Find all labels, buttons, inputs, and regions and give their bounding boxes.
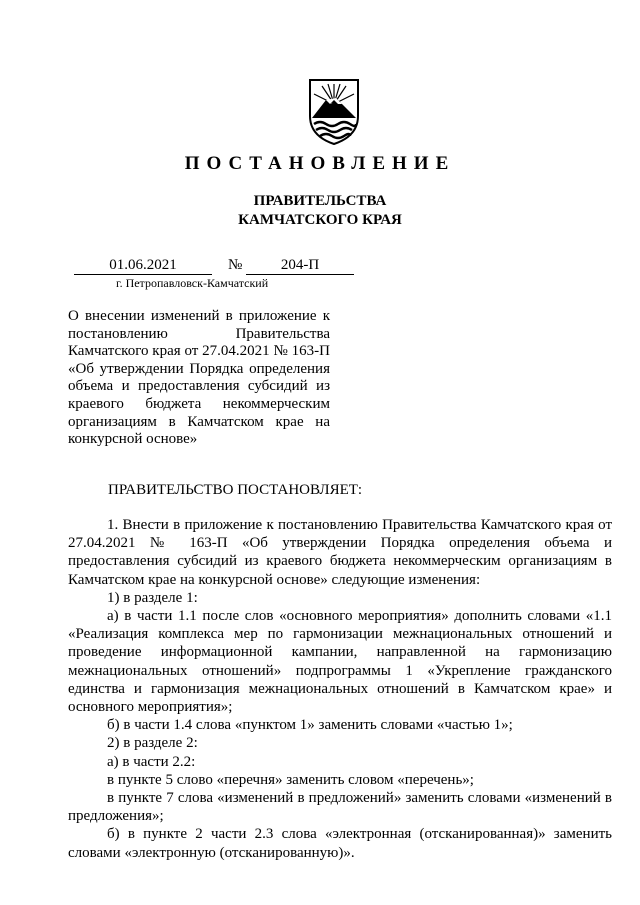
document-date: 01.06.2021 bbox=[74, 257, 212, 275]
body-paragraph: 2) в разделе 2: bbox=[107, 735, 198, 752]
body-paragraph: в пункте 5 слово «перечня» заменить словом «перечень»; bbox=[107, 771, 474, 788]
body-paragraph: а) в части 2.2: bbox=[107, 753, 196, 770]
issuer-line-1: ПРАВИТЕЛЬСТВА bbox=[253, 193, 387, 209]
subject-line: организациям в Камчатском крае на bbox=[68, 413, 330, 430]
body-paragraph: б) в части 1.4 слова «пунктом 1» заменить словами «частью 1»; bbox=[107, 717, 513, 734]
kamchatka-emblem bbox=[306, 74, 362, 146]
subject-line: объема и предоставления субсидий из bbox=[68, 378, 330, 395]
body-paragraph: а) в части 1.1 после слов «основного мероприятия» дополнить словами «1.1 «Реализация комплекса мер по гармонизации межнациональных отношений и проведение информационной кампании, направленной на гармонизацию межнациональных отношений» подпрограммы 1 «Укрепление гражданского единства и гармонизация межнациональных отношений в Камчатском крае» и основного мероприятия»; bbox=[68, 608, 612, 716]
issuer-line-2: КАМЧАТСКОГО КРАЯ bbox=[238, 212, 402, 228]
subject-line: постановлению Правительства bbox=[68, 325, 330, 342]
subject-line: краевого бюджета некоммерческим bbox=[68, 395, 330, 412]
document-number: 204-П bbox=[246, 257, 354, 275]
document-city: г. Петропавловск-Камчатский bbox=[116, 276, 269, 290]
issuer-block bbox=[0, 192, 640, 230]
body-paragraph: 1) в разделе 1: bbox=[107, 589, 198, 606]
subject-line: Камчатского края от 27.04.2021 № 163-П bbox=[68, 343, 330, 360]
body-paragraph: б) в пункте 2 части 2.3 слова «электронная (отсканированная)» заменить словами «электронную (отсканированную)». bbox=[68, 826, 612, 861]
subject-line: О внесении изменений в приложение к bbox=[68, 308, 330, 324]
subject-line: «Об утверждении Порядка определения bbox=[68, 360, 330, 377]
number-sign: № bbox=[228, 257, 243, 273]
document-body bbox=[68, 516, 612, 862]
decree-heading: ПРАВИТЕЛЬСТВО ПОСТАНОВЛЯЕТ: bbox=[108, 482, 363, 498]
body-paragraph: 1. Внести в приложение к постановлению Правительства Камчатского края от 27.04.2021 № 163-П «Об утверждении Порядка определения объема и предоставления субсидий из краевого бюджета некоммерческим организациям в Камчатском крае на конкурсной основе» следующие изменения: bbox=[68, 517, 612, 588]
document-subject bbox=[68, 308, 330, 449]
body-paragraph: в пункте 7 слова «изменений в предложений» заменить словами «изменений в предложения»; bbox=[68, 790, 612, 825]
subject-line: конкурсной основе» bbox=[68, 431, 198, 448]
document-title: ПОСТАНОВЛЕНИЕ bbox=[184, 153, 456, 174]
